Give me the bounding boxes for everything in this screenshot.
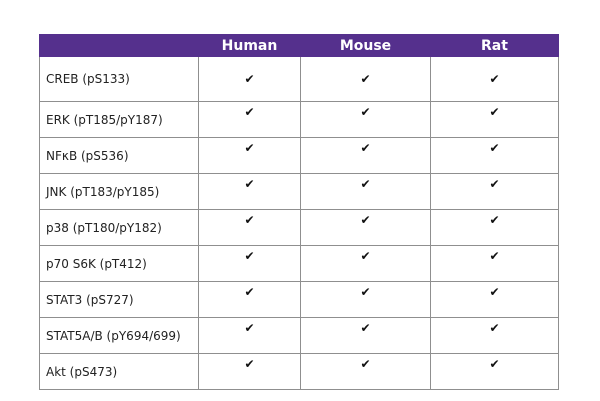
check-icon: ✔ — [301, 282, 431, 318]
table-row — [40, 102, 559, 138]
check-icon: ✔ — [301, 354, 431, 390]
check-icon: ✔ — [431, 174, 559, 210]
check-icon: ✔ — [431, 57, 559, 102]
check-icon: ✔ — [199, 57, 301, 102]
table-row — [40, 354, 559, 390]
check-icon: ✔ — [199, 246, 301, 282]
table-row — [40, 174, 559, 210]
check-icon: ✔ — [301, 246, 431, 282]
check-icon: ✔ — [199, 354, 301, 390]
table-row — [40, 282, 559, 318]
check-icon: ✔ — [199, 174, 301, 210]
table-row — [40, 138, 559, 174]
row-label: NFκB (pS536) — [40, 138, 199, 174]
check-icon: ✔ — [301, 138, 431, 174]
row-label: STAT5A/B (pY694/699) — [40, 318, 199, 354]
row-label: Akt (pS473) — [40, 354, 199, 390]
header-mouse: Mouse — [301, 35, 431, 57]
row-label: p70 S6K (pT412) — [40, 246, 199, 282]
table-row — [40, 57, 559, 102]
check-icon: ✔ — [431, 210, 559, 246]
species-reactivity-table — [39, 34, 559, 390]
row-label: ERK (pT185/pY187) — [40, 102, 199, 138]
row-label: p38 (pT180/pY182) — [40, 210, 199, 246]
check-icon: ✔ — [199, 318, 301, 354]
header-human: Human — [199, 35, 301, 57]
check-icon: ✔ — [301, 102, 431, 138]
table-row — [40, 318, 559, 354]
row-label: CREB (pS133) — [40, 57, 199, 102]
table-row — [40, 210, 559, 246]
row-label: JNK (pT183/pY185) — [40, 174, 199, 210]
check-icon: ✔ — [431, 282, 559, 318]
header-rat: Rat — [431, 35, 559, 57]
check-icon: ✔ — [431, 138, 559, 174]
check-icon: ✔ — [431, 102, 559, 138]
check-icon: ✔ — [301, 210, 431, 246]
table-row — [40, 246, 559, 282]
check-icon: ✔ — [431, 354, 559, 390]
check-icon: ✔ — [199, 210, 301, 246]
check-icon: ✔ — [431, 318, 559, 354]
check-icon: ✔ — [301, 174, 431, 210]
header-row — [40, 35, 559, 57]
check-icon: ✔ — [431, 246, 559, 282]
check-icon: ✔ — [301, 57, 431, 102]
check-icon: ✔ — [199, 138, 301, 174]
header-empty-cell — [40, 35, 199, 57]
row-label: STAT3 (pS727) — [40, 282, 199, 318]
check-icon: ✔ — [199, 102, 301, 138]
check-icon: ✔ — [199, 282, 301, 318]
check-icon: ✔ — [301, 318, 431, 354]
